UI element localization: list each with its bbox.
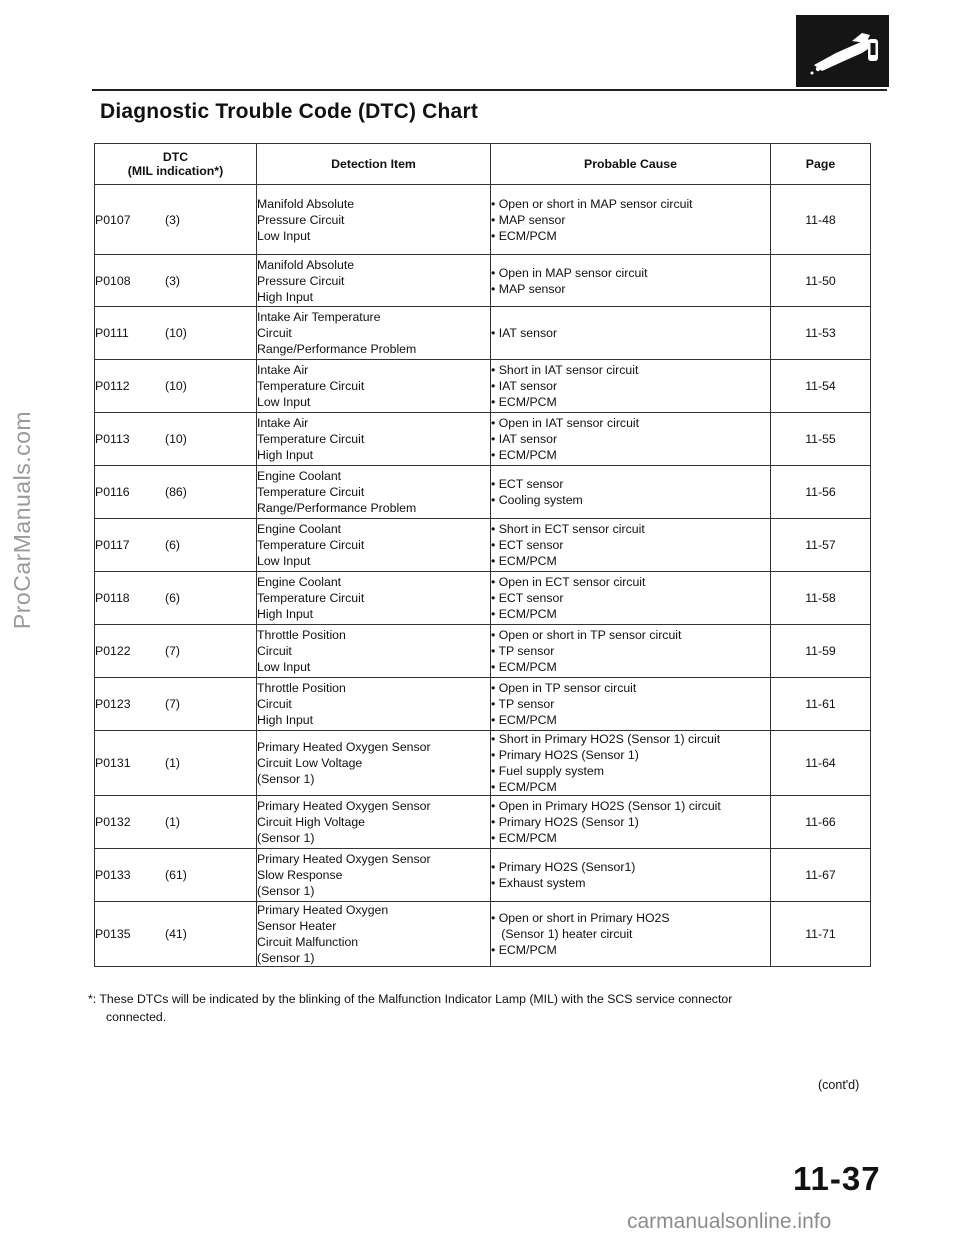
dtc-code: P0133 [95, 868, 131, 882]
cause-line: • ECM/PCM [491, 448, 557, 462]
detection-line: Temperature Circuit [257, 432, 365, 446]
detection-line: Throttle Position [257, 681, 346, 695]
detection-item-cell [257, 572, 491, 625]
dtc-code: P0117 [95, 538, 130, 552]
detection-line: Sensor Heater [257, 919, 337, 933]
cause-line: • Exhaust system [491, 876, 586, 890]
table-row [95, 572, 871, 625]
detection-line: (Sensor 1) [257, 951, 315, 965]
table-row [95, 360, 871, 413]
bottom-watermark: carmanualsonline.info [627, 1210, 832, 1233]
cause-line: • ECM/PCM [491, 228, 557, 243]
table-body [95, 185, 871, 967]
page-title: Diagnostic Trouble Code (DTC) Chart [100, 100, 479, 123]
cause-line: • Open or short in Primary HO2S [491, 911, 670, 925]
detection-item-cell [257, 902, 491, 967]
continued-label: (cont'd) [818, 1078, 860, 1092]
dtc-code: P0123 [95, 697, 131, 711]
dtc-code: P0135 [95, 927, 131, 941]
detection-line: Primary Heated Oxygen Sensor [257, 740, 431, 754]
cause-line: • Open or short in TP sensor circuit [491, 628, 682, 642]
detection-item-cell [257, 360, 491, 413]
dtc-cell [95, 849, 257, 902]
cause-line: • ECT sensor [491, 538, 564, 552]
mil-indication: (7) [165, 644, 181, 658]
detection-line: Pressure Circuit [257, 212, 345, 227]
page-ref: 11-61 [771, 678, 871, 731]
page-number: 11-37 [793, 1160, 881, 1197]
detection-item-cell [257, 796, 491, 849]
header-dtc: DTC (MIL indication*) [95, 144, 257, 185]
mil-indication: (7) [165, 697, 181, 711]
page-ref: 11-67 [771, 849, 871, 902]
table-row [95, 731, 871, 796]
detection-item-cell [257, 678, 491, 731]
detection-line: Circuit Low Voltage [257, 756, 363, 770]
dtc-code: P0108 [95, 273, 131, 288]
mil-indication: (10) [165, 432, 187, 446]
page-ref: 11-57 [771, 519, 871, 572]
probable-cause-cell [491, 466, 771, 519]
dtc-cell [95, 625, 257, 678]
dtc-cell [95, 185, 257, 255]
detection-line: Primary Heated Oxygen Sensor [257, 852, 431, 866]
cause-line: • MAP sensor [491, 212, 566, 227]
dtc-code: P0131 [95, 756, 131, 770]
cause-line: • Fuel supply system [491, 764, 604, 778]
page-ref: 11-56 [771, 466, 871, 519]
probable-cause-cell [491, 902, 771, 967]
detection-line: High Input [257, 448, 314, 462]
probable-cause-cell [491, 360, 771, 413]
cause-line: • ECM/PCM [491, 554, 557, 568]
table-row [95, 902, 871, 967]
cause-line: • Short in ECT sensor circuit [491, 522, 645, 536]
detection-line: Circuit Malfunction [257, 935, 359, 949]
table-row [95, 796, 871, 849]
cause-line: • Open in TP sensor circuit [491, 681, 637, 695]
table-header-row [95, 144, 871, 185]
cause-line: • Primary HO2S (Sensor1) [491, 860, 636, 874]
detection-item-cell [257, 849, 491, 902]
detection-line: Engine Coolant [257, 575, 342, 589]
detection-line: Pressure Circuit [257, 273, 345, 288]
page-ref: 11-64 [771, 731, 871, 796]
table-row [95, 678, 871, 731]
cause-line: (Sensor 1) heater circuit [491, 927, 633, 941]
detection-line: Low Input [257, 554, 311, 568]
fuel-nozzle-icon [796, 15, 889, 87]
cause-line: • Primary HO2S (Sensor 1) [491, 815, 639, 829]
detection-line: High Input [257, 713, 314, 727]
detection-item-cell [257, 255, 491, 307]
detection-line: High Input [257, 607, 314, 621]
footnote-line-2: connected. [106, 1010, 167, 1024]
dtc-cell [95, 519, 257, 572]
probable-cause-cell [491, 572, 771, 625]
probable-cause-cell [491, 678, 771, 731]
cause-line: • ECT sensor [491, 591, 564, 605]
cause-line: • Cooling system [491, 493, 583, 507]
mil-indication: (41) [165, 927, 187, 941]
cause-line: • ECM/PCM [491, 607, 557, 621]
cause-line: • ECM/PCM [491, 780, 557, 794]
detection-line: Circuit [257, 644, 292, 658]
detection-line: Temperature Circuit [257, 379, 365, 393]
cause-line: • Short in Primary HO2S (Sensor 1) circuit [491, 732, 721, 746]
mil-indication: (61) [165, 868, 187, 882]
detection-item-cell [257, 731, 491, 796]
dtc-cell [95, 255, 257, 307]
page-ref: 11-71 [771, 902, 871, 967]
detection-line: Circuit High Voltage [257, 815, 365, 829]
dtc-code: P0118 [95, 591, 130, 605]
cause-line: • Open in ECT sensor circuit [491, 575, 646, 589]
probable-cause-cell [491, 519, 771, 572]
dtc-code: P0116 [95, 485, 130, 499]
probable-cause-cell [491, 307, 771, 360]
dtc-code: P0132 [95, 815, 131, 829]
detection-line: High Input [257, 289, 314, 304]
detection-line: Circuit [257, 697, 292, 711]
cause-line: • Short in IAT sensor circuit [491, 363, 639, 377]
dtc-cell [95, 466, 257, 519]
dtc-code: P0107 [95, 212, 131, 227]
table-row [95, 625, 871, 678]
dtc-cell [95, 796, 257, 849]
detection-line: Range/Performance Problem [257, 342, 417, 356]
table-row [95, 255, 871, 307]
dtc-cell [95, 360, 257, 413]
cause-line: • MAP sensor [491, 281, 566, 296]
header-detection-item: Detection Item [257, 144, 491, 185]
detection-line: Low Input [257, 660, 311, 674]
mil-indication: (3) [165, 273, 181, 288]
page-ref: 11-54 [771, 360, 871, 413]
cause-line: • IAT sensor [491, 432, 558, 446]
detection-item-cell [257, 413, 491, 466]
probable-cause-cell [491, 849, 771, 902]
mil-indication: (10) [165, 326, 187, 340]
detection-line: Low Input [257, 395, 311, 409]
dtc-cell [95, 307, 257, 360]
probable-cause-cell [491, 255, 771, 307]
cause-line: • Open in Primary HO2S (Sensor 1) circuit [491, 799, 721, 813]
dtc-code: P0113 [95, 432, 130, 446]
cause-line: • TP sensor [491, 697, 555, 711]
table-row [95, 849, 871, 902]
page-ref: 11-66 [771, 796, 871, 849]
mil-indication: (6) [165, 591, 181, 605]
dtc-code: P0122 [95, 644, 131, 658]
page-ref: 11-50 [771, 255, 871, 307]
footnote [88, 990, 888, 1026]
mil-indication: (10) [165, 379, 187, 393]
dtc-cell [95, 902, 257, 967]
footnote-line-1: *: These DTCs will be indicated by the blinking of the Malfunction Indicator Lamp (MIL) with the SCS service connector [88, 992, 733, 1006]
dtc-cell [95, 731, 257, 796]
table-row [95, 519, 871, 572]
dtc-chart-table [94, 143, 871, 967]
header-rule [92, 89, 887, 91]
probable-cause-cell [491, 625, 771, 678]
dtc-code: P0112 [95, 379, 130, 393]
cause-line: • ECM/PCM [491, 943, 557, 957]
detection-line: Primary Heated Oxygen Sensor [257, 799, 431, 813]
dtc-cell [95, 678, 257, 731]
dtc-cell [95, 572, 257, 625]
detection-line: Manifold Absolute [257, 257, 355, 272]
cause-line: • Open in MAP sensor circuit [491, 265, 648, 280]
dtc-cell [95, 413, 257, 466]
detection-line: Temperature Circuit [257, 485, 365, 499]
mil-indication: (6) [165, 538, 181, 552]
detection-line: Intake Air [257, 416, 309, 430]
mil-indication: (1) [165, 756, 181, 770]
detection-line: Throttle Position [257, 628, 346, 642]
detection-line: Manifold Absolute [257, 196, 355, 211]
detection-item-cell [257, 519, 491, 572]
dtc-code: P0111 [95, 326, 129, 340]
detection-line: Temperature Circuit [257, 538, 365, 552]
detection-line: (Sensor 1) [257, 831, 315, 845]
detection-line: (Sensor 1) [257, 884, 315, 898]
probable-cause-cell [491, 796, 771, 849]
page-ref: 11-55 [771, 413, 871, 466]
section-logo [796, 15, 889, 87]
page-ref: 11-59 [771, 625, 871, 678]
cause-line: • Primary HO2S (Sensor 1) [491, 748, 639, 762]
cause-line: • ECT sensor [491, 477, 564, 491]
detection-line: Circuit [257, 326, 292, 340]
detection-item-cell [257, 625, 491, 678]
probable-cause-cell [491, 731, 771, 796]
header-probable-cause: Probable Cause [491, 144, 771, 185]
cause-line: • IAT sensor [491, 379, 558, 393]
detection-line: Primary Heated Oxygen [257, 903, 389, 917]
cause-line: • IAT sensor [491, 326, 558, 340]
probable-cause-cell [491, 185, 771, 255]
header-page: Page [771, 144, 871, 185]
mil-indication: (86) [165, 485, 187, 499]
detection-line: Range/Performance Problem [257, 501, 417, 515]
page-ref: 11-48 [771, 185, 871, 255]
detection-item-cell [257, 307, 491, 360]
detection-line: (Sensor 1) [257, 772, 315, 786]
cause-line: • Open in IAT sensor circuit [491, 416, 640, 430]
left-watermark: ProCarManuals.com [9, 410, 35, 630]
mil-indication: (1) [165, 815, 181, 829]
table-row [95, 185, 871, 255]
mil-indication: (3) [165, 212, 181, 227]
cause-line: • ECM/PCM [491, 831, 557, 845]
table-row [95, 466, 871, 519]
detection-item-cell [257, 466, 491, 519]
table-row [95, 307, 871, 360]
detection-line: Low Input [257, 228, 311, 243]
detection-line: Engine Coolant [257, 522, 342, 536]
detection-item-cell [257, 185, 491, 255]
detection-line: Intake Air Temperature [257, 310, 381, 324]
probable-cause-cell [491, 413, 771, 466]
cause-line: • Open or short in MAP sensor circuit [491, 196, 693, 211]
detection-line: Temperature Circuit [257, 591, 365, 605]
cause-line: • TP sensor [491, 644, 555, 658]
cause-line: • ECM/PCM [491, 395, 557, 409]
table-row [95, 413, 871, 466]
detection-line: Intake Air [257, 363, 309, 377]
detection-line: Engine Coolant [257, 469, 342, 483]
page-ref: 11-53 [771, 307, 871, 360]
cause-line: • ECM/PCM [491, 660, 557, 674]
page-ref: 11-58 [771, 572, 871, 625]
cause-line: • ECM/PCM [491, 713, 557, 727]
detection-line: Slow Response [257, 868, 343, 882]
